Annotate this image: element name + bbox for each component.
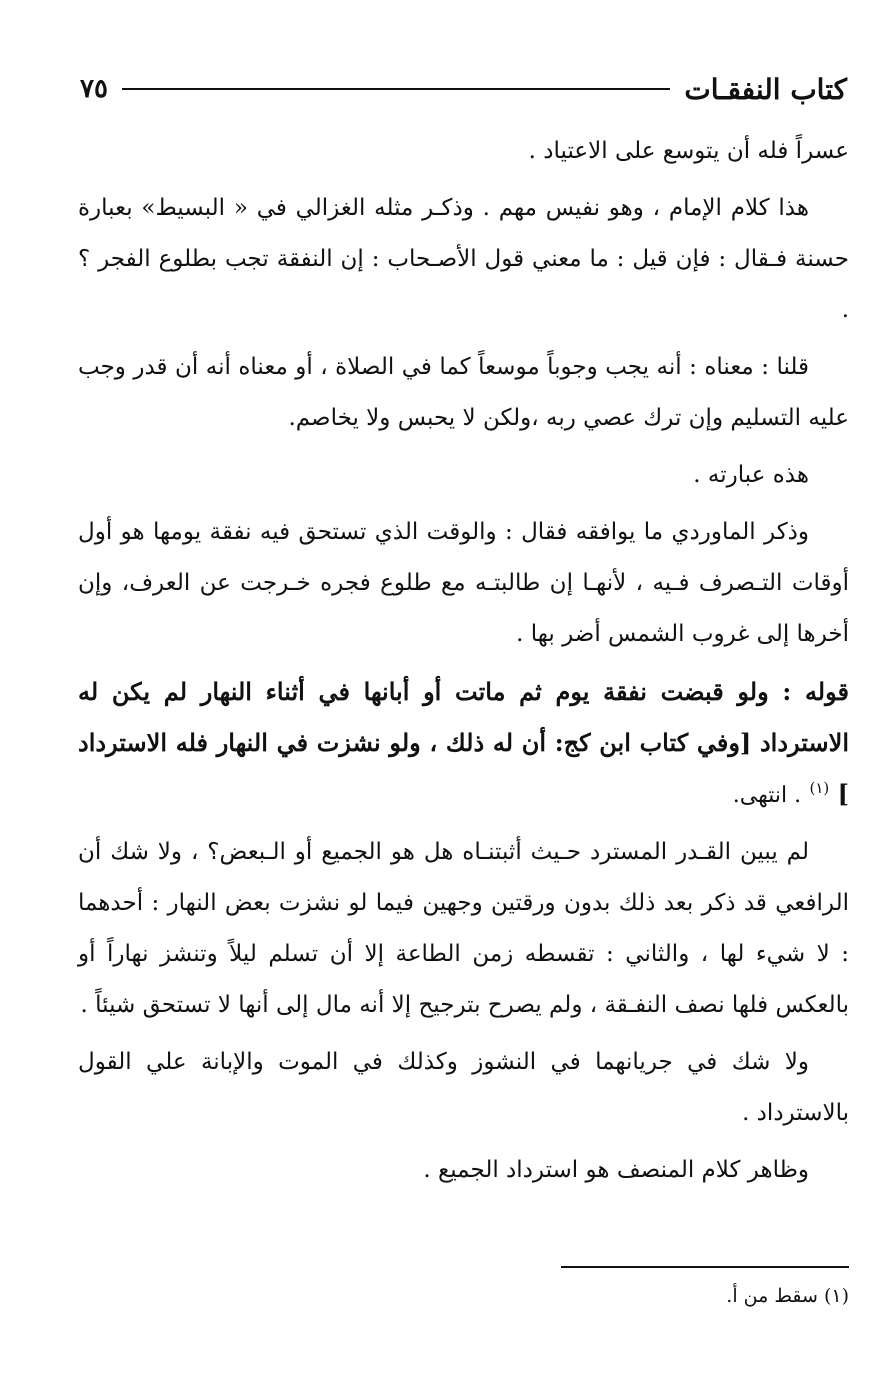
footnote-separator bbox=[561, 1266, 849, 1268]
paragraph-mawardi: وذكر الماوردي ما يوافقه فقال : والوقت الذي تستحق فيه نفقة يومها هو أول أوقات التـصرف فـيه ، لأنهـا إن طالبتـه مع طلوع فجره خـرجت عن العرف، وإن أخرها إلى غروب الشمس أضر بها . bbox=[78, 519, 849, 647]
header-rule bbox=[122, 88, 670, 90]
footnote-reference: (١) bbox=[809, 779, 830, 797]
quoted-statement bbox=[78, 666, 849, 821]
footnote: (١) سقط من أ. bbox=[726, 1285, 849, 1307]
paragraph-continuation: عسراً فله أن يتوسع على الاعتياد . bbox=[528, 138, 849, 164]
paragraph-commentary: لم يبين القـدر المسترد حـيث أثبتنـاه هل هو الجميع أو الـبعض؟ ، ولا شك أن الرافعي قد ذكر بعد ذلك بدون ورقتين وجهين فيما لو نشزت بعض النهار : أحدهما : لا شيء لها ، والثاني : تقسطه زمن الطاعة إلا أن تسلم ليلاً وتنشز نهاراً أو بالعكس فلها نصف النفـقة ، ولم يصرح بترجيح إلا أنه مال إلى أنها لا تستحق شيئاً . bbox=[78, 839, 849, 1018]
paragraph-nushuz: ولا شك في جريانهما في النشوز وكذلك في الموت والإبانة علي القول بالاسترداد . bbox=[78, 1049, 849, 1126]
page-number: ٧٥ bbox=[80, 74, 108, 104]
paragraph-imam-quote: هذا كلام الإمام ، وهو نفيس مهم . وذكـر مثله الغزالي في « البسيط» بعبارة حسنة فـقال : فإن قيل : ما معني قول الأصـحاب : إن النفقة تجب بطلوع الفجر ؟ . bbox=[78, 195, 849, 323]
paragraph-closing: هذه عبارته . bbox=[693, 462, 809, 488]
running-title: كتاب النفقـات bbox=[684, 72, 847, 106]
quote-tail: . انتهى. bbox=[732, 783, 802, 808]
page-body bbox=[78, 126, 849, 1202]
page-header bbox=[80, 64, 847, 114]
quote-text: قوله : ولو قبضت نفقة يوم ثم ماتت أو أبانها في أثناء النهار لم يكن له الاسترداد [وفي كتاب ابن كج: أن له ذلك ، ولو نشزت في النهار فله الاسترداد ] bbox=[78, 677, 849, 808]
paragraph-conclusion: وظاهر كلام المنصف هو استرداد الجميع . bbox=[423, 1157, 809, 1183]
paragraph-answer: قلنا : معناه : أنه يجب وجوباً موسعاً كما في الصلاة ، أو معناه أنه أن قدر وجب عليه التسليم وإن ترك عصي ربه ،ولكن لا يحبس ولا يخاصم. bbox=[78, 354, 849, 431]
